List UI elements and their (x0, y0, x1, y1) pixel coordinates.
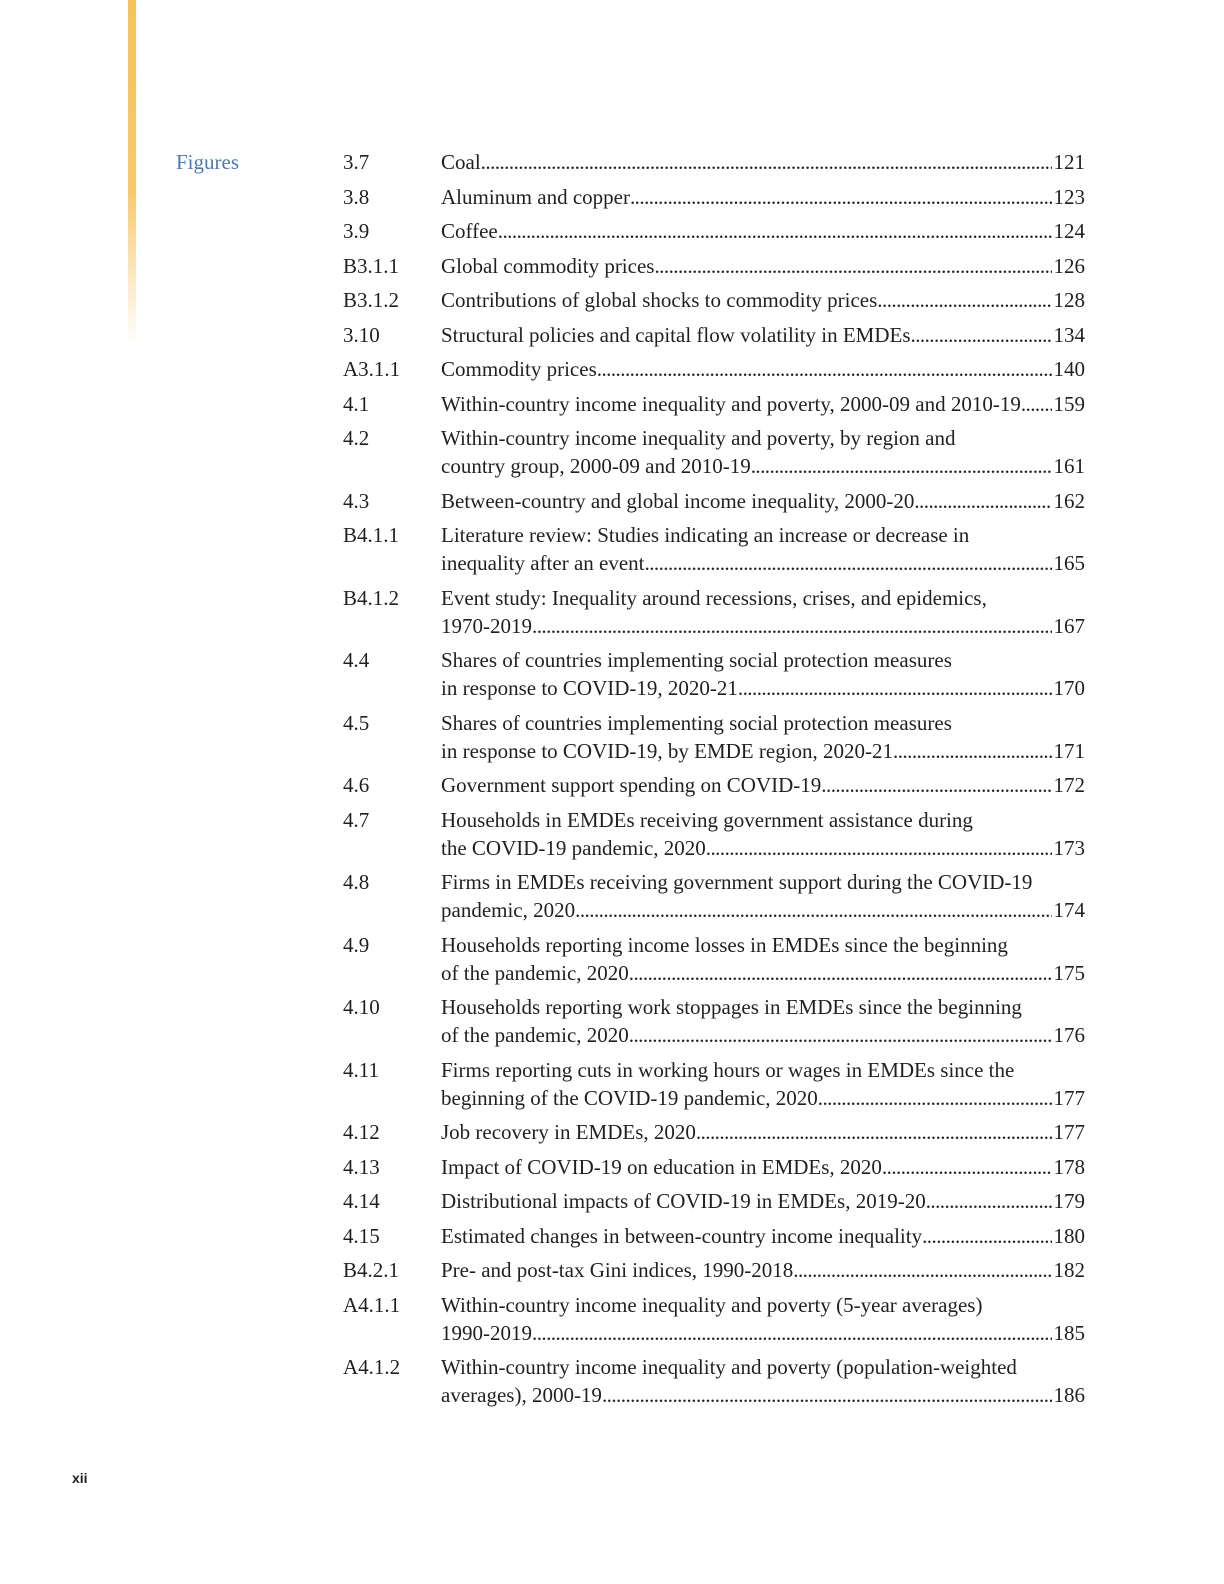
toc-entry[interactable] (343, 1118, 1085, 1146)
dot-leader (706, 834, 1052, 862)
dot-leader (911, 321, 1052, 349)
page-ref[interactable]: 162 (1053, 488, 1085, 513)
page-ref[interactable]: 134 (1053, 322, 1085, 347)
figure-number: A3.1.1 (343, 357, 401, 381)
page-ref[interactable]: 165 (1053, 551, 1085, 575)
figure-number: 4.4 (343, 648, 370, 672)
leader-line (441, 452, 1085, 480)
figure-number: 4.11 (343, 1057, 379, 1082)
entry-body (441, 183, 1085, 211)
toc-entry[interactable] (343, 771, 1085, 799)
toc-entry[interactable] (343, 1256, 1085, 1284)
figure-title: Coal (441, 150, 481, 174)
leader-line (441, 286, 1085, 314)
entry-body (441, 217, 1085, 245)
dot-leader (821, 771, 1051, 799)
dot-leader (922, 1222, 1051, 1250)
leader-line (441, 1118, 1085, 1146)
leader-line (441, 217, 1085, 245)
leader-line (441, 1222, 1085, 1250)
entry-body (441, 390, 1085, 418)
page-ref[interactable]: 124 (1053, 219, 1085, 243)
toc-entry[interactable] (343, 321, 1085, 349)
entry-body (441, 868, 1085, 924)
entry-body (441, 709, 1085, 765)
figure-title-line: Within-country income inequality and poverty (5-year averages) (441, 1292, 983, 1317)
dot-leader (532, 1319, 1052, 1347)
page-ref[interactable]: 174 (1053, 898, 1085, 922)
figure-title: beginning of the COVID-19 pandemic, 2020 (441, 1085, 818, 1110)
toc-entry[interactable] (343, 646, 1085, 702)
figure-number: A4.1.1 (343, 1292, 401, 1317)
figure-title-line: Within-country income inequality and poverty, by region and (441, 426, 956, 450)
figure-title: Contributions of global shocks to commodity prices (441, 288, 878, 312)
figure-title: Impact of COVID-19 on education in EMDEs, 2020 (441, 1154, 882, 1179)
entry-body (441, 1187, 1085, 1215)
figure-title: Structural policies and capital flow volatility in EMDEs (441, 322, 911, 347)
dot-leader (654, 252, 1051, 280)
entry-body (441, 487, 1085, 515)
dot-leader (914, 487, 1051, 515)
leader-line (441, 355, 1085, 383)
figure-number: 4.14 (343, 1189, 380, 1213)
figure-title: Coffee (441, 219, 498, 243)
figure-number: 4.9 (343, 932, 370, 957)
toc-entry[interactable] (343, 286, 1085, 314)
figure-title-line: Households reporting work stoppages in EMDEs since the beginning (441, 995, 1022, 1019)
entry-body (441, 1118, 1085, 1146)
toc-entry[interactable] (343, 1187, 1085, 1215)
figure-number: 3.10 (343, 322, 380, 347)
leader-line (441, 148, 1085, 176)
toc-entry[interactable] (343, 806, 1085, 862)
toc-entry[interactable] (343, 868, 1085, 924)
figure-title-line: Firms reporting cuts in working hours or wages in EMDEs since the (441, 1057, 1015, 1082)
leader-line (441, 612, 1085, 640)
figure-title: Between-country and global income inequality, 2000-20 (441, 488, 915, 513)
toc-entry[interactable] (343, 487, 1085, 515)
entry-body (441, 806, 1085, 862)
figure-title: Estimated changes in between-country income inequality (441, 1223, 923, 1248)
entry-body (441, 148, 1085, 176)
figure-number: B3.1.2 (343, 288, 400, 312)
figure-number: 4.7 (343, 807, 370, 832)
dot-leader (738, 674, 1052, 702)
figure-title: in response to COVID-19, 2020-21 (441, 676, 738, 700)
entry-body (441, 646, 1085, 702)
figure-number: 4.1 (343, 391, 370, 416)
figure-title-line: Shares of countries implementing social protection measures (441, 710, 952, 735)
toc-entry[interactable] (343, 252, 1085, 280)
entry-body (441, 1353, 1085, 1409)
leader-line (441, 771, 1085, 799)
dot-leader (877, 286, 1051, 314)
leader-line (441, 487, 1085, 515)
dot-leader (629, 959, 1052, 987)
figure-title: Aluminum and copper (441, 184, 630, 209)
toc-entry[interactable] (343, 217, 1085, 245)
entry-body (441, 252, 1085, 280)
figure-number: 4.3 (343, 488, 370, 513)
leader-line (441, 549, 1085, 577)
leader-line (441, 1084, 1085, 1112)
entry-body (441, 584, 1085, 640)
entry-body (441, 1256, 1085, 1284)
figure-number: B3.1.1 (343, 253, 400, 278)
page-ref[interactable]: 123 (1053, 184, 1085, 209)
page-ref[interactable]: 171 (1053, 738, 1085, 763)
figure-title: Commodity prices (441, 357, 597, 381)
leader-line (441, 1187, 1085, 1215)
figure-title-line: Within-country income inequality and poverty (population-weighted (441, 1355, 1017, 1379)
page-ref[interactable]: 167 (1053, 613, 1085, 638)
toc-entry[interactable] (343, 993, 1085, 1049)
page-ref[interactable]: 179 (1053, 1189, 1085, 1213)
entry-body (441, 931, 1085, 987)
entry-body (441, 424, 1085, 480)
page-ref[interactable]: 182 (1053, 1258, 1085, 1282)
figure-title: Job recovery in EMDEs, 2020 (441, 1120, 696, 1144)
section-label: Figures (176, 150, 239, 174)
dot-leader (696, 1118, 1052, 1146)
dot-leader (793, 1256, 1051, 1284)
entry-body (441, 521, 1085, 577)
toc-entry[interactable] (343, 1353, 1085, 1409)
figure-number: B4.1.2 (343, 585, 400, 610)
entry-body (441, 771, 1085, 799)
figure-number: 4.10 (343, 995, 380, 1019)
figure-number: 4.8 (343, 870, 370, 894)
leader-line (441, 1381, 1085, 1409)
dot-leader (645, 549, 1052, 577)
dot-leader (602, 1381, 1052, 1409)
figure-title: Distributional impacts of COVID-19 in EMDEs, 2019-20 (441, 1189, 926, 1213)
page-ref[interactable]: 159 (1053, 391, 1085, 416)
figure-title: Global commodity prices (441, 253, 655, 278)
figures-list (343, 148, 1085, 1416)
dot-leader (481, 148, 1052, 176)
page-ref[interactable]: 177 (1053, 1120, 1085, 1144)
page-ref[interactable]: 180 (1053, 1223, 1085, 1248)
dot-leader (818, 1084, 1052, 1112)
figure-title: 1970-2019 (441, 613, 532, 638)
dot-leader (630, 183, 1052, 211)
leader-line (441, 321, 1085, 349)
figure-title: Pre- and post-tax Gini indices, 1990-2018 (441, 1258, 794, 1282)
entry-body (441, 1291, 1085, 1347)
dot-leader (751, 452, 1052, 480)
figure-number: 4.2 (343, 426, 370, 450)
figure-number: 4.13 (343, 1154, 380, 1179)
figure-title: in response to COVID-19, by EMDE region, 2020-21 (441, 738, 894, 763)
figure-title-line: Literature review: Studies indicating an increase or decrease in (441, 523, 970, 547)
page-ref[interactable]: 176 (1053, 1023, 1085, 1047)
figure-number: B4.1.1 (343, 523, 400, 547)
figure-title: the COVID-19 pandemic, 2020 (441, 835, 706, 860)
leader-line (441, 1021, 1085, 1049)
page-ref[interactable]: 178 (1053, 1154, 1085, 1179)
figure-title: of the pandemic, 2020 (441, 1023, 629, 1047)
toc-entry[interactable] (343, 424, 1085, 480)
page-ref[interactable]: 170 (1053, 676, 1085, 700)
dot-leader (1021, 390, 1052, 418)
page-ref[interactable]: 140 (1053, 357, 1085, 381)
figure-number: 4.5 (343, 710, 370, 735)
toc-entry[interactable] (343, 183, 1085, 211)
leader-line (441, 834, 1085, 862)
leader-line (441, 183, 1085, 211)
figure-title: pandemic, 2020 (441, 898, 576, 922)
figure-title-line: Shares of countries implementing social protection measures (441, 648, 952, 672)
page-ref[interactable]: 185 (1053, 1320, 1085, 1345)
leader-line (441, 959, 1085, 987)
figure-number: 4.6 (343, 773, 370, 797)
figure-title: averages), 2000-19 (441, 1383, 602, 1407)
dot-leader (926, 1187, 1052, 1215)
figure-number: B4.2.1 (343, 1258, 400, 1282)
figure-title: of the pandemic, 2020 (441, 960, 629, 985)
leader-line (441, 896, 1085, 924)
entry-body (441, 1056, 1085, 1112)
toc-entry[interactable] (343, 709, 1085, 765)
page-ref[interactable]: 161 (1053, 454, 1085, 478)
page-ref[interactable]: 186 (1053, 1383, 1085, 1407)
dot-leader (532, 612, 1052, 640)
figure-title-line: Event study: Inequality around recessions, crises, and epidemics, (441, 585, 987, 610)
figure-number: 4.15 (343, 1223, 380, 1248)
toc-entry[interactable] (343, 1153, 1085, 1181)
leader-line (441, 252, 1085, 280)
leader-line (441, 674, 1085, 702)
page-ref[interactable]: 172 (1053, 773, 1085, 797)
leader-line (441, 1153, 1085, 1181)
dot-leader (597, 355, 1052, 383)
entry-body (441, 1153, 1085, 1181)
toc-entry[interactable] (343, 390, 1085, 418)
entry-body (441, 1222, 1085, 1250)
leader-line (441, 1256, 1085, 1284)
figure-number: 3.9 (343, 219, 370, 243)
toc-entry[interactable] (343, 1291, 1085, 1347)
toc-entry[interactable] (343, 584, 1085, 640)
dot-leader (575, 896, 1051, 924)
dot-leader (893, 737, 1051, 765)
figure-title: inequality after an event (441, 551, 645, 575)
figure-number: 3.7 (343, 150, 370, 174)
figure-title: Within-country income inequality and poverty, 2000-09 and 2010-19 (441, 391, 1021, 416)
toc-entry[interactable] (343, 521, 1085, 577)
page-ref[interactable]: 128 (1053, 288, 1085, 312)
dot-leader (882, 1153, 1052, 1181)
entry-body (441, 355, 1085, 383)
dot-leader (498, 217, 1052, 245)
leader-line (441, 1319, 1085, 1347)
page-number: xii (72, 1470, 88, 1486)
leader-line (441, 737, 1085, 765)
page-ref[interactable]: 126 (1053, 253, 1085, 278)
figure-title-line: Households reporting income losses in EMDEs since the beginning (441, 932, 1008, 957)
toc-entry[interactable] (343, 148, 1085, 176)
toc-entry[interactable] (343, 1056, 1085, 1112)
toc-entry[interactable] (343, 1222, 1085, 1250)
page-ref[interactable]: 173 (1053, 835, 1085, 860)
figure-number: A4.1.2 (343, 1355, 401, 1379)
figure-title: Government support spending on COVID-19 (441, 773, 822, 797)
decorative-side-bar (128, 0, 136, 345)
figure-title-line: Firms in EMDEs receiving government support during the COVID-19 (441, 870, 1033, 894)
figure-title: 1990-2019 (441, 1320, 532, 1345)
entry-body (441, 286, 1085, 314)
figure-number: 4.12 (343, 1120, 380, 1144)
page-ref[interactable]: 175 (1053, 960, 1085, 985)
figure-title: country group, 2000-09 and 2010-19 (441, 454, 751, 478)
toc-entry[interactable] (343, 355, 1085, 383)
entry-body (441, 321, 1085, 349)
figure-title-line: Households in EMDEs receiving government assistance during (441, 807, 973, 832)
figure-number: 3.8 (343, 184, 370, 209)
entry-body (441, 993, 1085, 1049)
leader-line (441, 390, 1085, 418)
page-ref[interactable]: 121 (1053, 150, 1085, 174)
page-ref[interactable]: 177 (1053, 1085, 1085, 1110)
toc-entry[interactable] (343, 931, 1085, 987)
dot-leader (629, 1021, 1052, 1049)
